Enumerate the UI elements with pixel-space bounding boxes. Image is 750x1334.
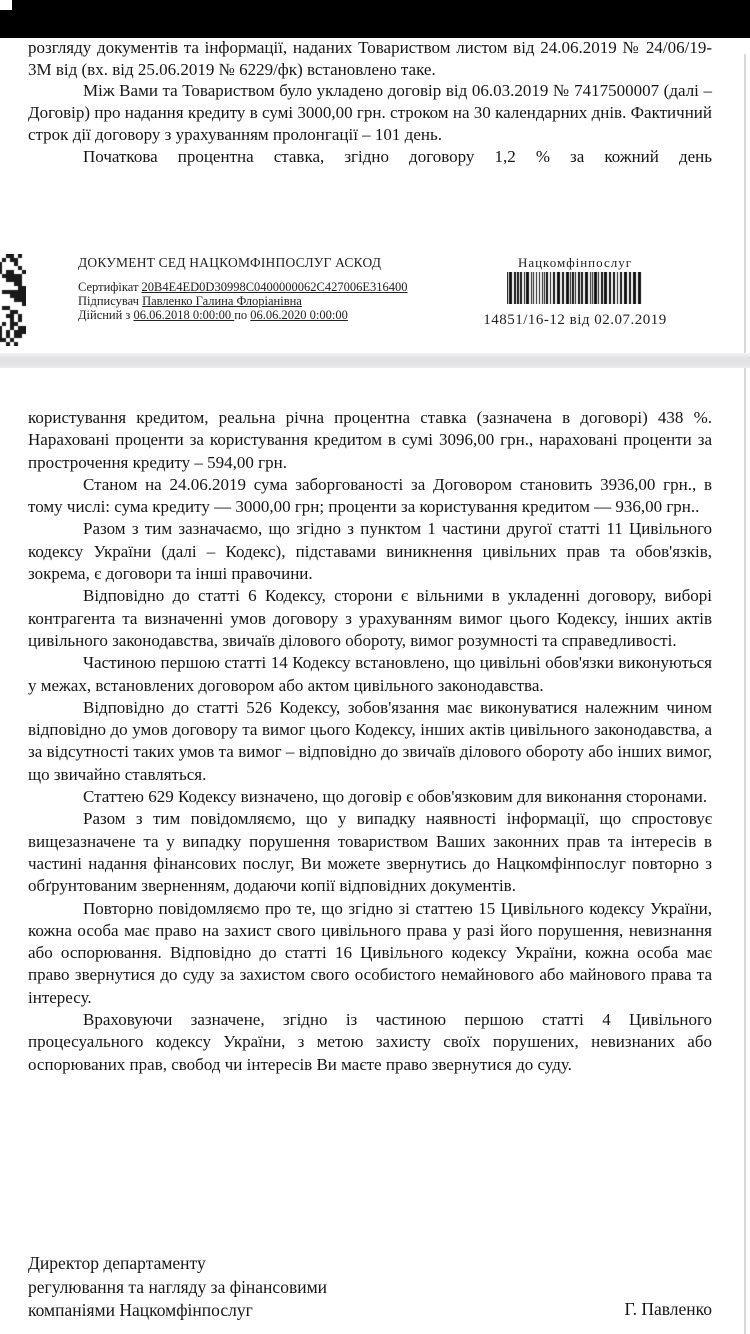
certificate-value: 20B4E4ED0D30998C0400000062C427006E316400 — [141, 280, 408, 294]
barcode — [507, 272, 644, 304]
paragraph: Враховуючи зазначене, згідно із частиною першою статті 4 Цивільного процесуального кодексу України, з метою захисту своїх порушених, невизнаних або оспорюваних прав, свобод чи інтересів Ви маєте право звернутися до суду. — [28, 1010, 712, 1074]
signer-value: Павленко Галина Флоріанівна — [142, 294, 302, 308]
signer-title-line: Директор департаменту — [28, 1253, 206, 1273]
signer-title-line: регулювання та нагляду за фінансовими — [28, 1276, 328, 1297]
certificate-line — [78, 280, 408, 294]
paragraph: Початкова процентна ставка, згідно договору 1,2 % за кожний день — [83, 146, 712, 166]
top-bar — [0, 0, 750, 38]
paragraph: розгляду документів та інформації, наданих Товариством листом від 24.06.2019 № 24/06/19-3М від (вх. від 25.06.2019 № 6229/фк) встановлено таке. — [28, 38, 712, 79]
validity-label: Дійсний з — [78, 308, 134, 322]
paragraph: Станом на 24.06.2019 сума заборгованості за Договором становить 3936,00 грн., в тому числі: сума кредиту — 3000,00 грн; проценти за користування кредитом — 936,00 грн.. — [28, 474, 712, 517]
stamp-title: ДОКУМЕНТ СЕД НАЦКОМФІНПОСЛУГ АСКОД — [78, 255, 382, 270]
signer-title-line: компаніями Нацкомфінпослуг — [28, 1300, 253, 1320]
page-gap — [0, 353, 750, 368]
paragraph: Повторно повідомляємо про те, що згідно зі статтею 15 Цивільного кодексу України, кожна особа має право на захист свого цивільного права у разі його порушення, невизнання або оспорювання. Відповідно до статті 16 Цивільного кодексу України, кожна особа має право звернутися до суду за захистом свого особистого немайнового або майнового права та інтересу. — [28, 898, 712, 1007]
signer-label: Підписувач — [78, 294, 143, 308]
barcode-label: Нацкомфінпослуг — [517, 255, 633, 270]
validity-line — [78, 308, 408, 322]
paragraph: Разом з тим зазначаємо, що згідно з пунктом 1 частини другої статті 11 Цивільного кодексу України (далі – Кодекс), підставами виникнення цивільних прав та обов'язків, зокрема, є договори та інші правочини. — [28, 519, 712, 584]
paragraph: Відповідно до статті 526 Кодексу, зобов'язання має виконуватися належним чином відповідно до умов договору та вимог цього Кодексу, інших актів цивільного законодавства, а за відсутності таких умов та вимог – відповідно до звичаїв ділового обороту або інших вимог, що звичайно ставляться. — [28, 697, 712, 784]
page-edge-line — [744, 54, 746, 353]
paragraph: Відповідно до статті 6 Кодексу, сторони є вільними в укладенні договору, виборі контрагента та визначенні умов договору з урахуванням вимог цього Кодексу, інших актів цивільного законодавства, звичаїв ділового обороту, вимог розумності та справедливості. — [28, 586, 712, 650]
paragraph: Статтею 629 Кодексу визначено, що договір є обов'язковим для виконання сторонами. — [83, 787, 708, 807]
registration-number: 14851/16-12 від 02.07.2019 — [483, 312, 667, 328]
page-edge-line — [744, 368, 746, 1334]
signature-block — [28, 1252, 712, 1323]
document-page-1 — [28, 37, 712, 167]
validity-separator: по — [234, 308, 251, 322]
validity-to: 06.06.2020 0:00:00 — [250, 308, 348, 322]
qr-code — [0, 254, 26, 346]
paragraph: Разом з тим повідомляємо, що у випадку наявності інформації, що спростовує вищезазначене та у випадку порушення товариством Ваших законних прав та інтересів в частині надання фінансових послуг, Ви можете звернутись до Нацкомфінпослуг повторно з обґрунтованим зверненням, додаючи копії відповідних документів. — [28, 809, 712, 896]
validity-from: 06.06.2018 0:00:00 — [133, 308, 235, 322]
paragraph: користування кредитом, реальна річна процентна ставка (зазначена в договорі) 438 %. Нараховані проценти за користування кредитом в сумі 3096,00 грн., нараховані проценти за прострочення кредиту – 594,00 грн. — [28, 408, 712, 472]
signer-line — [78, 294, 408, 308]
document-page-2 — [28, 407, 712, 1076]
signature-stamp — [78, 256, 408, 322]
registration-barcode-block — [470, 256, 680, 329]
paragraph: Частиною першою статті 14 Кодексу встановлено, що цивільні обов'язки виконуються у межах, встановлених договором або актом цивільного законодавства. — [28, 653, 712, 695]
certificate-label: Сертифікат — [78, 280, 142, 294]
signer-name: Г. Павленко — [624, 1299, 712, 1319]
paragraph: Між Вами та Товариством було укладено договір від 06.03.2019 № 7417500007 (далі – Договір) про надання кредиту в сумі 3000,00 грн. строком на 30 календарних днів. Фактичний строк дії договору з урахуванням пролонгації – 101 день. — [28, 81, 712, 144]
corner-notch — [0, 0, 12, 10]
